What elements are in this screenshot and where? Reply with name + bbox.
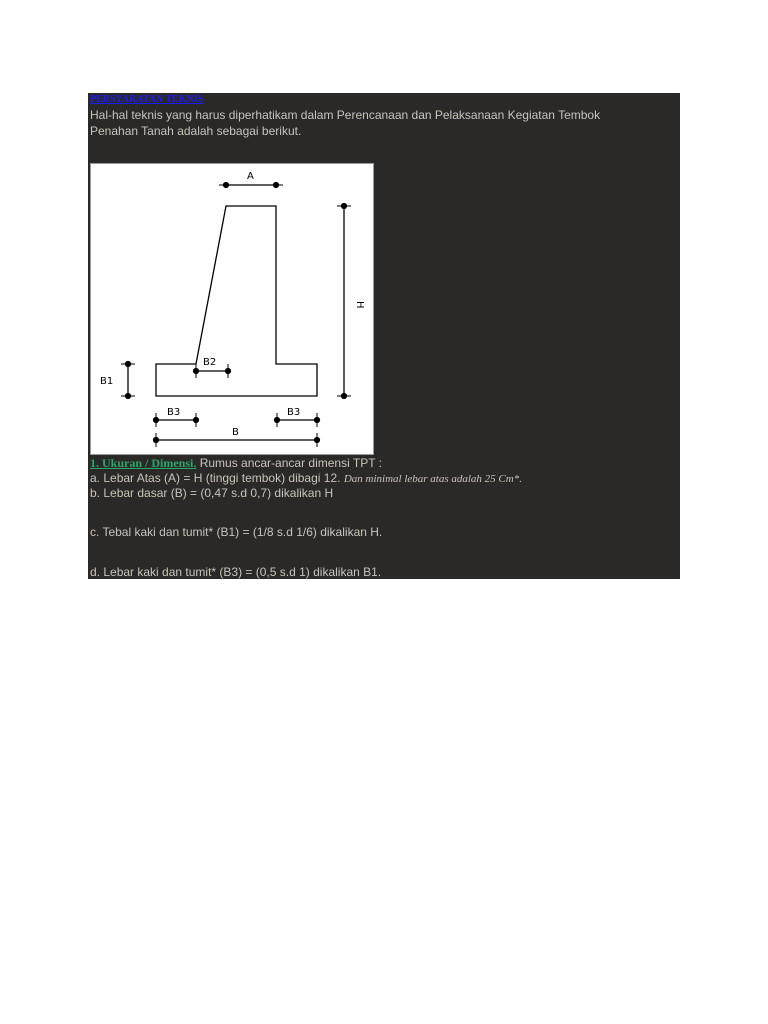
intro-paragraph: Hal-hal teknis yang harus diperhatikam dalam Perencanaan dan Pelaksanaan Kegiatan Tembok Penahan Tanah adalah sebagai berikut. — [90, 108, 601, 138]
retaining-wall-figure — [90, 163, 374, 455]
label-h: H — [354, 301, 365, 309]
wall-profile — [156, 206, 317, 396]
label-b2: B2 — [203, 357, 217, 368]
document-panel — [88, 93, 680, 579]
item-c: c. Tebal kaki dan tumit* (B1) = (1/8 s.d 1/6) dikalikan H. — [90, 525, 383, 539]
label-b3-right: B3 — [287, 407, 301, 418]
item-b: b. Lebar dasar (B) = (0,47 s.d 0,7) dikalikan H — [90, 486, 334, 500]
retaining-wall-drawing — [91, 164, 373, 454]
label-b: B — [232, 427, 239, 438]
document-heading: PERSYARATAN TEKNIS — [90, 94, 204, 105]
section-1-line — [90, 455, 382, 471]
item-a-text: a. Lebar Atas (A) = H (tinggi tembok) dibagi 12. — [90, 471, 341, 485]
item-a-note: Dan minimal lebar atas adalah 25 Cm*. — [343, 473, 522, 485]
label-b3-left: B3 — [167, 407, 181, 418]
section-1-lead: Rumus ancar-ancar dimensi TPT : — [196, 456, 382, 470]
label-a: A — [247, 171, 254, 182]
label-b1: B1 — [100, 376, 114, 387]
section-1-title: 1. Ukuran / Dimensi. — [90, 456, 197, 470]
item-d: d. Lebar kaki dan tumit* (B3) = (0,5 s.d 1) dikalikan B1. — [90, 565, 382, 579]
